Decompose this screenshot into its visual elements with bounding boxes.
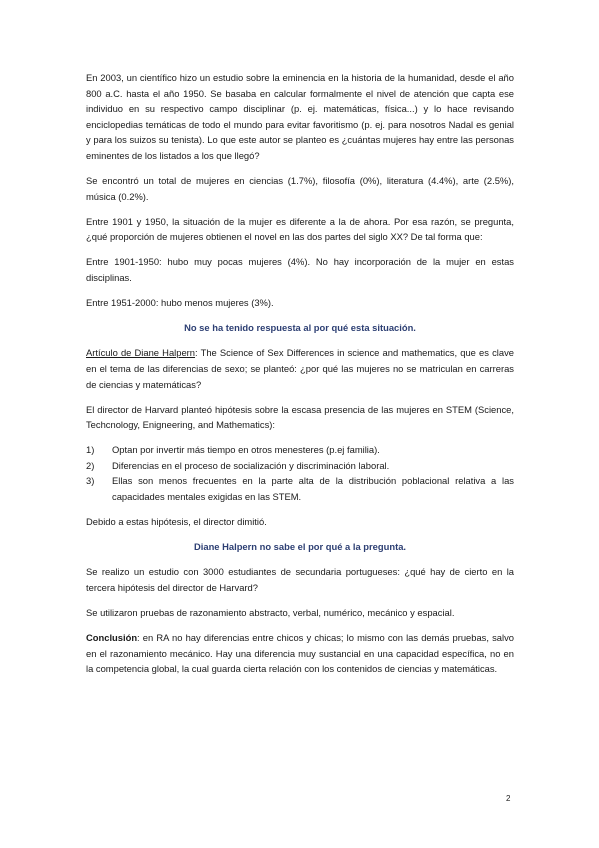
paragraph-nobel-question: Entre 1901 y 1950, la situación de la mujer es diferente a la de ahora. Por esa razón, se pregunta, ¿qué proporción de mujeres obtienen el novel en las dos partes del siglo XX? De tal forma que:	[86, 215, 514, 243]
heading-no-answer: No se ha tenido respuesta al por qué esta situación.	[184, 322, 416, 334]
paragraph-tests-used: Se utilizaron pruebas de razonamiento abstracto, verbal, numérico, mecánico y espacial.	[86, 607, 455, 619]
page-number: 2	[506, 794, 511, 803]
document-body	[86, 70, 514, 686]
list-item-text: Ellas son menos frecuentes en la parte alta de la distribución poblacional relativa a las capacidades mentales exigidas en las STEM.	[112, 475, 514, 503]
list-item	[86, 458, 514, 474]
hypotheses-list	[86, 442, 514, 504]
heading-halpern-unknown: Diane Halpern no sabe el por qué a la pregunta.	[193, 541, 407, 553]
paragraph-portuguese-study: Se realizo un estudio con 3000 estudiantes de secundaria portugueses: ¿qué hay de cierto en la tercera hipótesis del director de Harvard?	[86, 566, 514, 593]
paragraph-women-percentages: Se encontró un total de mujeres en ciencias (1.7%), filosofía (0%), literatura (4.4%), arte (2.5%), música (0.2%).	[86, 175, 514, 202]
list-item-text: Optan por invertir más tiempo en otros menesteres (p.ej familia).	[112, 444, 380, 456]
paragraph-eminence-study: En 2003, un científico hizo un estudio sobre la eminencia en la historia de la humanidad, desde el año 800 a.C. hasta el año 1950. Se basaba en calcular formalmente el nivel de atención que capta ese individuo en su respectivo campo disciplinar (p. ej. matemáticas, física...) y lo hace revisando enciclopedias temáticas de todo el mundo para evitar favoritismo (p. ej. para nosotros Nadal es genial y para los suizos su tenista). Lo que este autor se planteo es ¿cuántas mujeres hay entre las personas eminentes de los listados a los que llegó?	[86, 72, 514, 161]
list-item-number: 1)	[86, 444, 95, 456]
halpern-article-text: : The Science of Sex Differences in science and mathematics, que es clave en el tema de las diferencias de sexo; se planteó: ¿por qué las mujeres no se matriculan en carreras de ciencias y matemáticas?	[86, 347, 514, 390]
paragraph-halpern-article	[86, 345, 514, 392]
list-item-number: 3)	[86, 475, 95, 487]
paragraph-1951-2000: Entre 1951-2000: hubo menos mujeres (3%).	[86, 297, 274, 309]
paragraph-1901-1950: Entre 1901-1950: hubo muy pocas mujeres (4%). No hay incorporación de la mujer en estas disciplinas.	[86, 256, 514, 284]
paragraph-director-resigned: Debido a estas hipótesis, el director dimitió.	[86, 516, 267, 528]
conclusion-text: : en RA no hay diferencias entre chicos y chicas; lo mismo con las demás pruebas, salvo en el razonamiento mecánico. Hay una diferencia muy sustancial en una capacidad específica, no en la competencia global, la cual guarda cierta relación con los contenidos de ciencias y matemáticas.	[86, 632, 514, 675]
list-item	[86, 473, 514, 504]
paragraph-harvard-director: El director de Harvard planteó hipótesis sobre la escasa presencia de las mujeres en STEM (Science, Techcnology, Enigneering, and Mathematics):	[86, 403, 514, 431]
conclusion-label: Conclusión	[86, 632, 138, 644]
list-item-number: 2)	[86, 459, 95, 471]
list-item-text: Diferencias en el proceso de socialización y discriminación laboral.	[112, 459, 390, 471]
list-item	[86, 442, 514, 458]
halpern-article-label: Artículo de Diane Halpern	[86, 347, 196, 359]
paragraph-conclusion	[86, 630, 514, 677]
